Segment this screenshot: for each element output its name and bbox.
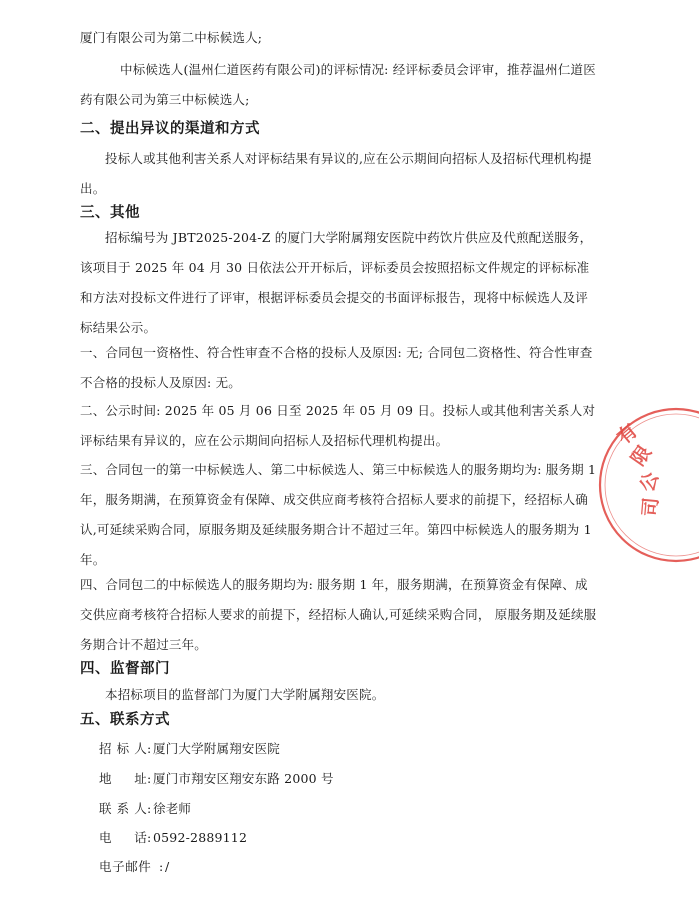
svg-text:司: 司 [639, 496, 663, 518]
section-4-text: 本招标项目的监督部门为厦门大学附属翔安医院。 [105, 687, 385, 702]
section-2-heading: 二、提出异议的渠道和方式 [80, 121, 260, 137]
contact-label: 电子邮件 [99, 859, 152, 874]
contact-value: / [165, 859, 170, 874]
contact-label: 联 系 人 [99, 801, 147, 816]
contact-label: 招 标 人 [99, 741, 147, 756]
section-4-heading: 四、监督部门 [80, 661, 170, 677]
contact-row-tenderer: 招 标 人: 厦门大学附属翔安医院 [99, 739, 280, 759]
contact-row-contact-person: 联 系 人: 徐老师 [99, 799, 191, 819]
company-seal-stamp [586, 405, 699, 563]
body-line-second-candidate: 厦门有限公司为第二中标候选人; [80, 30, 263, 45]
contact-value: 徐老师 [153, 801, 192, 816]
section-3-item-3: 三、合同包一的第一中标候选人、第二中标候选人、第三中标候选人的服务期均为: 服务期 1 年，服务期满，在预算资金有保障、成交供应商考核符合招标人要求的前提下，经招标人确认,可延续采购合同，原服务期及延续服务期合计不超过三年。第四中标候选人的服务期为 1 年。 [80, 462, 597, 567]
svg-text:有: 有 [613, 419, 642, 449]
section-3-item-1: 一、合同包一资格性、符合性审查不合格的投标人及原因: 无; 合同包二资格性、符合性审查不合格的投标人及原因: 无。 [80, 345, 593, 390]
contact-label: 地 址 [99, 771, 147, 786]
section-3-item-4: 四、合同包二的中标候选人的服务期均为: 服务期 1 年，服务期满，在预算资金有保障、成交供应商考核符合招标人要求的前提下，经招标人确认,可延续采购合同， 原服务期及延续服务期合计不超过三年。 [80, 577, 597, 652]
contact-value: 厦门大学附属翔安医院 [153, 741, 281, 756]
contact-label: 电 话 [99, 830, 147, 845]
section-2-text: 投标人或其他利害关系人对评标结果有异议的,应在公示期间向招标人及招标代理机构提出。 [80, 151, 592, 196]
body-paragraph-third-candidate: 中标候选人(温州仁道医药有限公司)的评标情况: 经评标委员会评审，推荐温州仁道医药有限公司为第三中标候选人; [80, 62, 596, 107]
contact-value: 0592-2889112 [153, 830, 248, 845]
section-3-item-2: 二、公示时间: 2025 年 05 月 06 日至 2025 年 05 月 09 日。投标人或其他利害关系人对评标结果有异议的，应在公示期间向招标人及招标代理机构提出。 [80, 403, 596, 448]
svg-text:限: 限 [627, 441, 657, 470]
contact-row-address: 地 址: 厦门市翔安区翔安东路 2000 号 [99, 769, 334, 789]
contact-row-email: 电子邮件 : / [99, 857, 169, 877]
contact-value: 厦门市翔安区翔安东路 2000 号 [153, 771, 334, 786]
section-5-heading: 五、联系方式 [80, 712, 170, 728]
section-3-intro: 招标编号为 JBT2025-204-Z 的厦门大学附属翔安医院中药饮片供应及代煎配送服务，该项目于 2025 年 04 月 30 日依法公开开标后，评标委员会按照招标文件规定的评标标准和方法对投标文件进行了评审，根据评标委员会提交的书面评标报告，现将中标候选人及评标结果公示。 [80, 230, 593, 335]
section-3-heading: 三、其他 [80, 205, 140, 221]
svg-text:公: 公 [636, 469, 664, 495]
contact-row-phone: 电 话: 0592-2889112 [99, 828, 247, 848]
